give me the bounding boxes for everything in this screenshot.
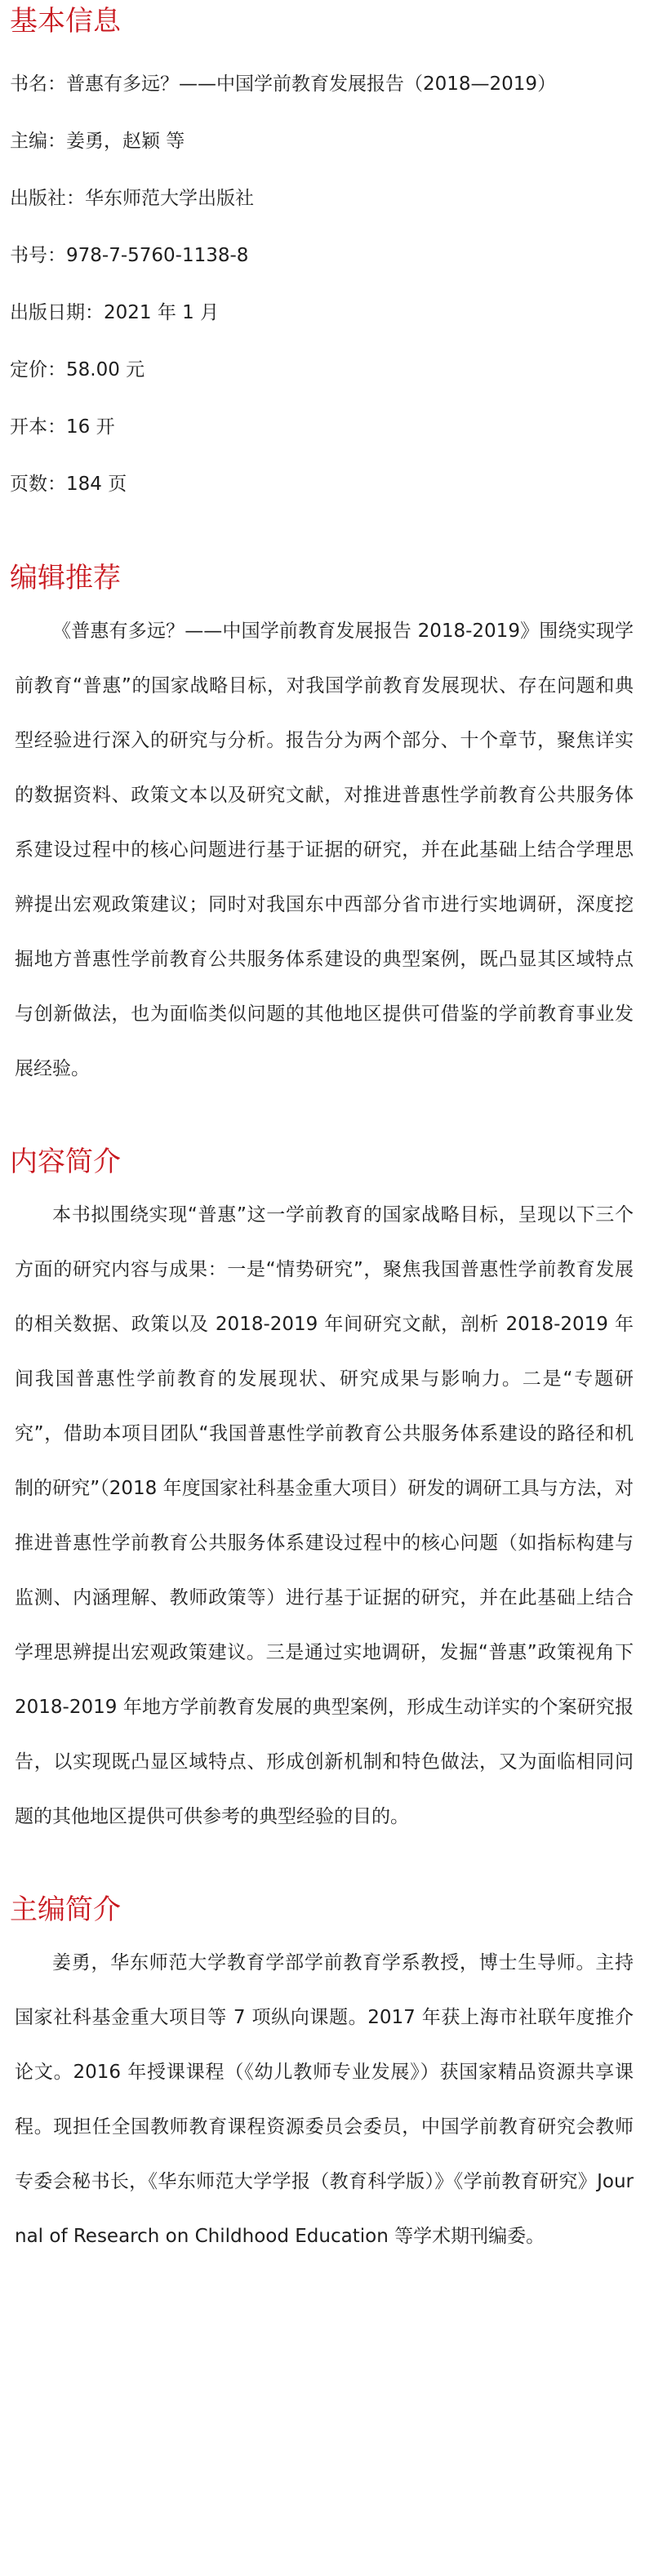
basic-info-section bbox=[10, 0, 634, 513]
basic-info-title: 基本信息 bbox=[10, 5, 121, 38]
section-spacer bbox=[10, 1844, 634, 1893]
info-row-isbn: 书号：978-7-5760-1138-8 bbox=[10, 245, 249, 266]
editor-recommendation-text: 《普惠有多远？——中国学前教育发展报告 2018-2019》围绕实现学前教育“普惠”的国家战略目标，对我国学前教育发展现状、存在问题和典型经验进行深入的研究与分析。报告分为两个部分、十个章节，聚焦详实的数据资料、政策文本以及研究文献，对推进普惠性学前教育公共服务体系建设过程中的核心问题进行基于证据的研究，并在此基础上结合学理思辨提出宏观政策建议；同时对我国东中西部分省市进行实地调研，深度挖掘地方普惠性学前教育公共服务体系建设的典型案例，既凸显其区域特点与创新做法，也为面临类似问题的其他地区提供可借鉴的学前教育事业发展经验。 bbox=[15, 621, 634, 1079]
info-row-format: 开本：16 开 bbox=[10, 416, 115, 438]
editor-recommendation-section bbox=[10, 562, 634, 1097]
info-row-pages: 页数：184 页 bbox=[10, 474, 127, 495]
section-spacer bbox=[10, 1097, 634, 1146]
content-summary-text: 本书拟围绕实现“普惠”这一学前教育的国家战略目标，呈现以下三个方面的研究内容与成果：一是“情势研究”，聚焦我国普惠性学前教育发展的相关数据、政策以及 2018-2019 年间研究文献，剖析 2018-2019 年间我国普惠性学前教育的发展现状、研究成果与影响力。二是“专题研究”，借助本项目团队“我国普惠性学前教育公共服务体系建设的路径和机制的研究”（2018 年度国家社科基金重大项目）研发的调研工具与方法，对推进普惠性学前教育公共服务体系建设过程中的核心问题（如指标构建与监测、内涵理解、教师政策等）进行基于证据的研究，并在此基础上结合学理思辨提出宏观政策建议。三是通过实地调研，发掘“普惠”政策视角下 2018-2019 年地方学前教育发展的典型案例，形成生动详实的个案研究报告，以实现既凸显区域特点、形成创新机制和特色做法，又为面临相同问题的其他地区提供可供参考的典型经验的目的。 bbox=[15, 1204, 634, 1827]
content-summary-section bbox=[10, 1146, 634, 1844]
content-summary-title: 内容简介 bbox=[10, 1146, 121, 1178]
editor-recommendation-title: 编辑推荐 bbox=[10, 562, 121, 594]
editor-profile-title: 主编简介 bbox=[10, 1893, 121, 1926]
info-row-editors: 主编：姜勇，赵颖 等 bbox=[10, 131, 185, 152]
editor-profile-section bbox=[10, 1893, 634, 2264]
editor-profile-text: 姜勇，华东师范大学教育学部学前教育学系教授，博士生导师。主持国家社科基金重大项目等 7 项纵向课题。2017 年获上海市社联年度推介论文。2016 年授课课程（《幼儿教师专业发展》）获国家精品资源共享课程。现担任全国教师教育课程资源委员会委员，中国学前教育研究会教师专委会秘书长，《华东师范大学学报（教育科学版）》《学前教育研究》Journal of Research on Childhood Education 等学术期刊编委。 bbox=[15, 1952, 634, 2247]
info-row-publisher: 出版社：华东师范大学出版社 bbox=[10, 188, 254, 209]
section-spacer bbox=[10, 513, 634, 562]
info-row-book-name: 书名：普惠有多远？——中国学前教育发展报告（2018—2019） bbox=[10, 73, 557, 95]
info-row-publish-date: 出版日期：2021 年 1 月 bbox=[10, 302, 220, 323]
info-row-price: 定价：58.00 元 bbox=[10, 359, 145, 380]
